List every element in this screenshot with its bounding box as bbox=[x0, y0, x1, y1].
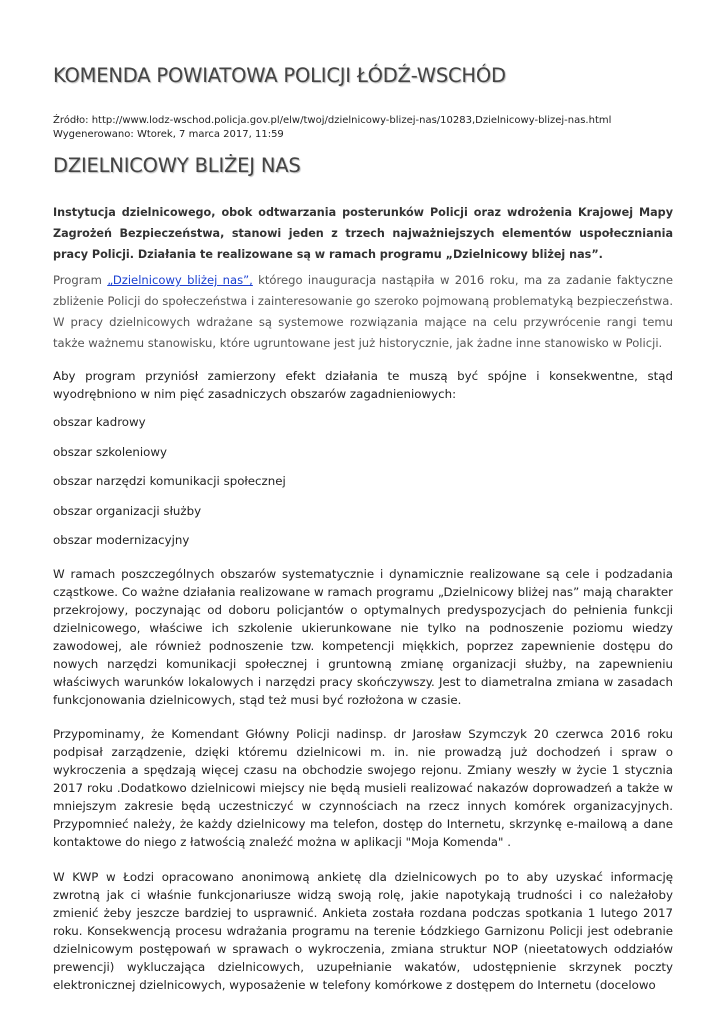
intro-paragraph bbox=[53, 270, 673, 354]
lead-paragraph: Instytucja dzielnicowego, obok odtwarzania posterunków Policji oraz wdrożenia Krajowej Mapy Zagrożeń Bezpieczeństwa, stanowi jeden z trzech najważniejszych elementów uspołeczniania pracy Policji. Działania te realizowane są w ramach programu „Dzielnicowy bliżej nas”. bbox=[53, 206, 673, 261]
generated-line: Wygenerowano: Wtorek, 7 marca 2017, 11:59 bbox=[53, 129, 284, 140]
paragraph-survey: W KWP w Łodzi opracowano anonimową ankietę dla dzielnicowych po to aby uzyskać informację zwrotną jak ci właśnie funkcjonariusze widzą swoją rolę, jakie napotykają trudności i co należałoby zmienić żeby jeszcze bardziej to usprawnić. Ankieta została rozdana podczas spotkania 1 lutego 2017 roku. Konsekwencją procesu wdrażania programu na terenie Łódzkiego Garnizonu Policji jest odebranie dzielnicowym postępowań w sprawach o wykroczenia, zmiana struktur NOP (nieetatowych oddziałów prewencji) wykluczająca dzielnicowych, uzupełnianie wakatów, udostępnienie skrzynek poczty elektronicznej dzielnicowych, wyposażenie w telefony komórkowe z dostępem do Internetu (docelowo bbox=[53, 869, 673, 992]
list-item-area: obszar modernizacyjny bbox=[53, 533, 190, 547]
paragraph-areas-intro: Aby program przyniósł zamierzony efekt działania te muszą być spójne i konsekwentne, stąd wyodrębniono w nim pięć zasadniczych obszarów zagadnieniowych: bbox=[53, 369, 673, 401]
list-item-area: obszar kadrowy bbox=[53, 415, 146, 429]
paragraph-reminder: Przypominamy, że Komendant Główny Policji nadinsp. dr Jarosław Szymczyk 20 czerwca 2016 roku podpisał zarządzenie, dzięki któremu dzielnicowi m. in. nie prowadzą już dochodzeń i spraw o wykroczenia a spędzają więcej czasu na obchodzie swojego rejonu. Zmiany weszły w życie 1 stycznia 2017 roku .Dodatkowo dzielnicowi miejscy nie będą musieli realizować nakazów doprowadzeń a także w mniejszym zakresie będą uczestniczyć w czynnościach na rzecz innych komórek organizacyjnych. Przypomnieć należy, że każdy dzielnicowy ma telefon, dostęp do Internetu, skrzynkę e-mailową a dane kontaktowe do niego z łatwością znaleźć można w aplikacji "Moja Komenda" . bbox=[53, 726, 673, 849]
list-item-area: obszar narzędzi komunikacji społecznej bbox=[53, 474, 286, 488]
source-line: Źródło: http://www.lodz-wschod.policja.gov.pl/elw/twoj/dzielnicowy-blizej-nas/10283,Dzielnicowy-blizej-nas.html bbox=[53, 115, 612, 126]
article-title: DZIELNICOWY BLIŻEJ NAS bbox=[53, 154, 301, 177]
program-link[interactable]: „Dzielnicowy bliżej nas”, bbox=[107, 273, 253, 287]
article-body bbox=[53, 202, 673, 994]
list-item-area: obszar szkoleniowy bbox=[53, 444, 167, 459]
areas-list bbox=[53, 413, 673, 561]
intro-text-end: którego inauguracja nastąpiła w 2016 roku, ma za zadanie faktyczne zbliżenie Policji do społeczeństwa i zainteresowanie go szeroko pojmowaną problematyką bezpieczeństwa. W pracy dzielnicowych wdrażane są systemowe rozwiązania mające na celu przywrócenie rangi temu także ważnemu stanowisku, które ugruntowane jest już historycznie, jak żadne inne stanowisko w Policji. bbox=[53, 273, 674, 350]
intro-text-start: Program bbox=[53, 273, 108, 287]
paragraph-goals: W ramach poszczególnych obszarów systematycznie i dynamicznie realizowane są cele i podzadania cząstkowe. Co ważne działania realizowane w ramach programu „Dzielnicowy bliżej nas” mają charakter przekrojowy, poczynając od doboru policjantów o optymalnych predyspozycjach do pełnienia funkcji dzielnicowego, właściwe ich szkolenie ukierunkowane nie tylko na podnoszenie poziomu wiedzy zawodowej, ale również podnoszenie tzw. kompetencji miękkich, poprzez zapewnienie dostępu do nowych narzędzi komunikacji społecznej i gruntowną zmianę organizacji służby, na zapewnieniu właściwych warunków lokalowych i narzędzi pracy skończywszy. Jest to diametralna zmiana w zasadach funkcjonowania dzielnicowych, stąd też musi być rozłożona w czasie. bbox=[53, 566, 673, 707]
list-item-area: obszar organizacji służby bbox=[53, 503, 202, 518]
document-meta bbox=[53, 114, 611, 142]
organization-title: KOMENDA POWIATOWA POLICJI ŁÓDŹ-WSCHÓD bbox=[53, 64, 506, 87]
